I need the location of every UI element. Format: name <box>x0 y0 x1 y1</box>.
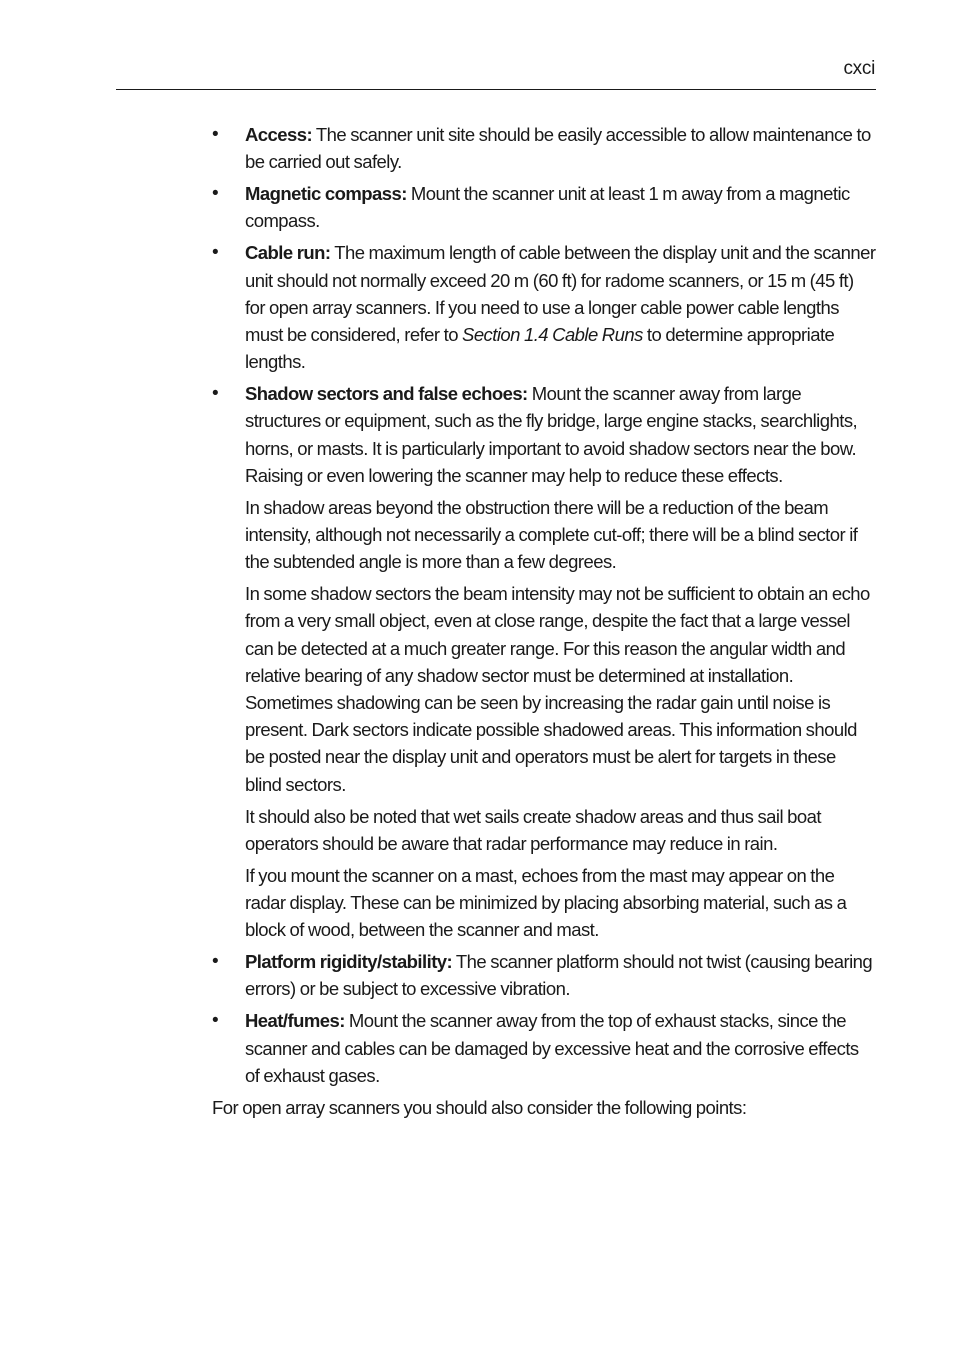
list-item-shadow-sectors <box>212 380 876 943</box>
closing-paragraph: For open array scanners you should also consider the following points: <box>212 1097 747 1119</box>
body-paragraph: In shadow areas beyond the obstruction there will be a reduction of the beam intensity, although not necessarily a complete cut-off; there will be a blind sector if the subtended angle is more than a few degrees. <box>245 496 858 573</box>
item-description: The scanner platform should not twist (causing bearing errors) or be subject to excessive vibration. <box>245 951 873 1000</box>
list-item-text <box>245 380 876 489</box>
list-item-text <box>245 180 876 234</box>
list-item-magnetic-compass <box>212 180 876 234</box>
bullet-icon: • <box>212 383 219 405</box>
bullet-icon: • <box>212 951 219 973</box>
list-item-platform-rigidity <box>212 948 876 1002</box>
item-heading: Magnetic compass: <box>245 183 407 205</box>
item-description: The scanner unit site should be easily accessible to allow maintenance to be carried out safely. <box>245 124 871 173</box>
item-description: The maximum length of cable between the display unit and the scanner unit should not normally exceed 20 m (60 ft) for radome scanners, or 15 m (45 ft) for open array scanners. If you need to use a longer cable power cable lengths must be considered, refer to <box>245 242 876 346</box>
list-item-text <box>245 239 876 375</box>
item-description-continued: to determine appropriate lengths. <box>245 324 835 373</box>
body-paragraph: In some shadow sectors the beam intensity may not be sufficient to obtain an echo from a very small object, even at close range, despite the fact that a large vessel can be detected at a much greater range. For this reason the angular width and relative bearing of any shadow sector must be determined at installation. Sometimes shadowing can be seen by increasing the radar gain until noise is present. Dark sectors indicate possible shadowed areas. This information should be posted near the display unit and operators must be alert for targets in these blind sectors. <box>245 583 870 795</box>
page-body <box>212 121 876 1121</box>
bullet-icon: • <box>212 1010 219 1032</box>
item-heading: Cable run: <box>245 242 331 264</box>
page-header <box>116 56 876 90</box>
list-item-access <box>212 121 876 175</box>
page-number: cxci <box>843 58 875 79</box>
bullet-icon: • <box>212 124 219 145</box>
item-heading: Access: <box>245 124 313 145</box>
item-heading: Shadow sectors and false echoes: <box>245 383 528 405</box>
list-item-text <box>245 121 876 175</box>
list-item-cable-run <box>212 239 876 375</box>
item-description: Mount the scanner unit at least 1 m away from a magnetic compass. <box>245 183 850 232</box>
list-item-heat-fumes <box>212 1007 876 1089</box>
item-heading: Platform rigidity/stability: <box>245 951 453 973</box>
section-reference: Section 1.4 Cable Runs <box>462 324 643 346</box>
list-item-text <box>245 948 876 1002</box>
body-paragraph: If you mount the scanner on a mast, echoes from the mast may appear on the radar display. These can be minimized by placing absorbing material, such as a block of wood, between the scanner and mast. <box>245 864 847 941</box>
body-paragraph: It should also be noted that wet sails create shadow areas and thus sail boat operators should be aware that radar performance may reduce in rain. <box>245 805 821 854</box>
item-heading: Heat/fumes: <box>245 1010 345 1032</box>
item-description: Mount the scanner away from large structures or equipment, such as the fly bridge, large engine stacks, searchlights, horns, or masts. It is particularly important to avoid shadow sectors near the bow. Raising or even lowering the scanner may help to reduce these effects. <box>245 383 858 486</box>
bullet-icon: • <box>212 242 219 264</box>
bullet-icon: • <box>212 183 219 205</box>
list-item-text <box>245 1007 876 1089</box>
item-description: Mount the scanner away from the top of exhaust stacks, since the scanner and cables can be damaged by excessive heat and the corrosive effects of exhaust gases. <box>245 1010 859 1086</box>
